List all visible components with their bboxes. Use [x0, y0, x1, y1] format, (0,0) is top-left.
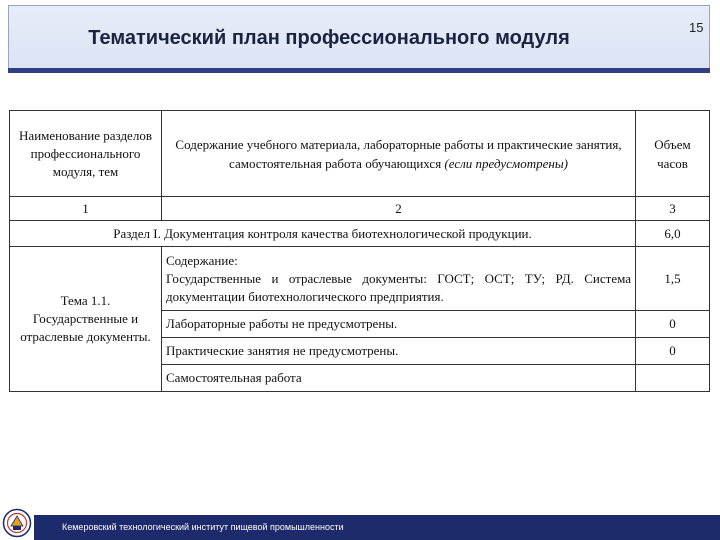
header-content: [162, 111, 636, 197]
header-content-italic: (если предусмотрены): [444, 155, 568, 171]
header-content-text: Содержание учебного материала, лабораторные работы и практические занятия, самостоятельная работа обучающихся: [175, 136, 622, 171]
thematic-plan-table: [9, 110, 710, 392]
lab-works-text: Лабораторные работы не предусмотрены.: [162, 311, 636, 338]
footer-institute-name: Кемеровский технологический институт пищевой промышленности: [62, 522, 344, 532]
title-banner: [8, 5, 710, 69]
page-title: Тематический план профессионального модуля: [88, 26, 570, 49]
title-divider: [8, 68, 710, 73]
topic-title: Тема 1.1. Государственные и отраслевые документы.: [10, 247, 162, 392]
content-text: Государственные и отраслевые документы: ГОСТ; ОСТ; ТУ; РД. Система документации биотехнологического предприятия.: [166, 270, 631, 304]
content-hours: 1,5: [636, 247, 710, 311]
self-study-hours: [636, 365, 710, 392]
section-hours: 6,0: [636, 221, 710, 247]
column-number-1: 1: [10, 197, 162, 221]
practice-hours: 0: [636, 338, 710, 365]
column-number-2: 2: [162, 197, 636, 221]
header-hours: Объем часов: [636, 111, 710, 197]
column-number-row: [10, 197, 710, 221]
topic-content-row: [10, 247, 710, 311]
self-study-text: Самостоятельная работа: [162, 365, 636, 392]
section-row: [10, 221, 710, 247]
content-label: Содержание:: [166, 252, 238, 268]
section-title: Раздел I. Документация контроля качества биотехнологической продукции.: [10, 221, 636, 247]
header-section-name: Наименование разделов профессионального модуля, тем: [10, 111, 162, 197]
page-number: 15: [689, 20, 704, 35]
table-header-row: [10, 111, 710, 197]
lab-works-hours: 0: [636, 311, 710, 338]
practice-text: Практические занятия не предусмотрены.: [162, 338, 636, 365]
column-number-3: 3: [636, 197, 710, 221]
topic-content-cell: [162, 247, 636, 311]
institute-logo-icon: [2, 508, 32, 538]
